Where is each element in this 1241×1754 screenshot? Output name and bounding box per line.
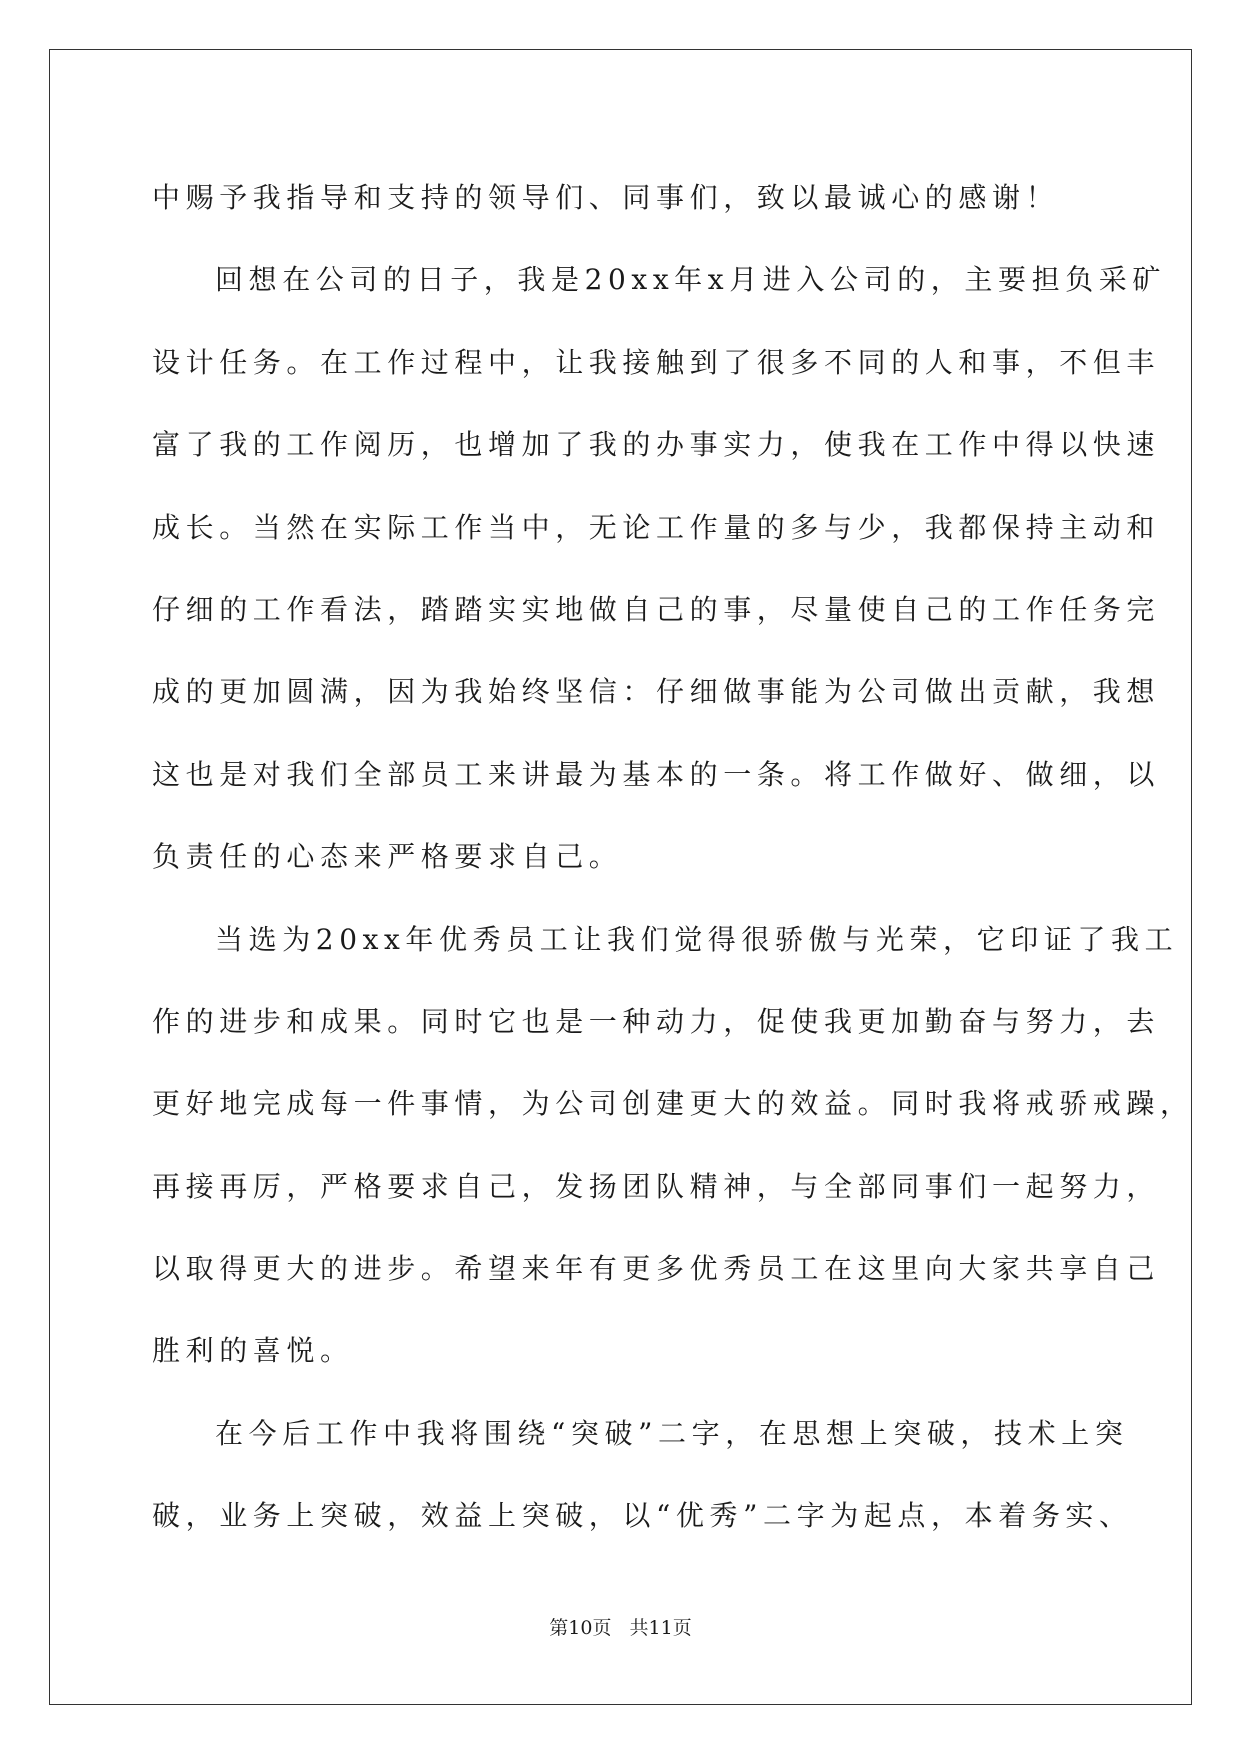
total-prefix: 共 xyxy=(629,1617,649,1639)
total-suffix: 页 xyxy=(672,1617,692,1639)
page-total: 11 xyxy=(648,1617,673,1639)
page-mid: 页 xyxy=(592,1617,612,1639)
text-line: 胜利的喜悦。 xyxy=(152,1334,354,1368)
text-line: 回想在公司的日子，我是20xx年x月进入公司的，主要担负采矿 xyxy=(215,263,1167,297)
document-body xyxy=(152,157,1194,1558)
text-line: 这也是对我们全部员工来讲最为基本的一条。将工作做好、做细，以 xyxy=(152,757,1161,791)
text-line: 中赐予我指导和支持的领导们、同事们，致以最诚心的感谢！ xyxy=(152,181,1060,214)
text-line: 仔细的工作看法，踏踏实实地做自己的事，尽量使自己的工作任务完 xyxy=(152,592,1161,626)
text-line: 在今后工作中我将围绕“突破”二字，在思想上突破，技术上突 xyxy=(215,1416,1129,1450)
text-line: 富了我的工作阅历，也增加了我的办事实力，使我在工作中得以快速 xyxy=(152,428,1161,462)
text-line: 成的更加圆满，因为我始终坚信：仔细做事能为公司做出贡献，我想 xyxy=(152,675,1161,709)
text-line: 负责任的心态来严格要求自己。 xyxy=(152,840,623,874)
page-current: 10 xyxy=(568,1617,593,1639)
text-line: 作的进步和成果。同时它也是一种动力，促使我更加勤奋与努力，去 xyxy=(152,1004,1161,1038)
text-line: 更好地完成每一件事情，为公司创建更大的效益。同时我将戒骄戒躁， xyxy=(152,1087,1194,1121)
text-line: 以取得更大的进步。希望来年有更多优秀员工在这里向大家共享自己 xyxy=(152,1252,1161,1286)
text-line: 当选为20xx年优秀员工让我们觉得很骄傲与光荣，它印证了我工 xyxy=(215,922,1179,956)
text-line: 破，业务上突破，效益上突破，以“优秀”二字为起点，本着务实、 xyxy=(152,1499,1133,1533)
text-line: 成长。当然在实际工作当中，无论工作量的多与少，我都保持主动和 xyxy=(152,510,1161,544)
text-line: 再接再厉，严格要求自己，发扬团队精神，与全部同事们一起努力， xyxy=(152,1169,1161,1203)
page-prefix: 第 xyxy=(549,1617,569,1639)
text-line: 设计任务。在工作过程中，让我接触到了很多不同的人和事，不但丰 xyxy=(152,345,1161,379)
page-footer xyxy=(0,1616,1241,1640)
